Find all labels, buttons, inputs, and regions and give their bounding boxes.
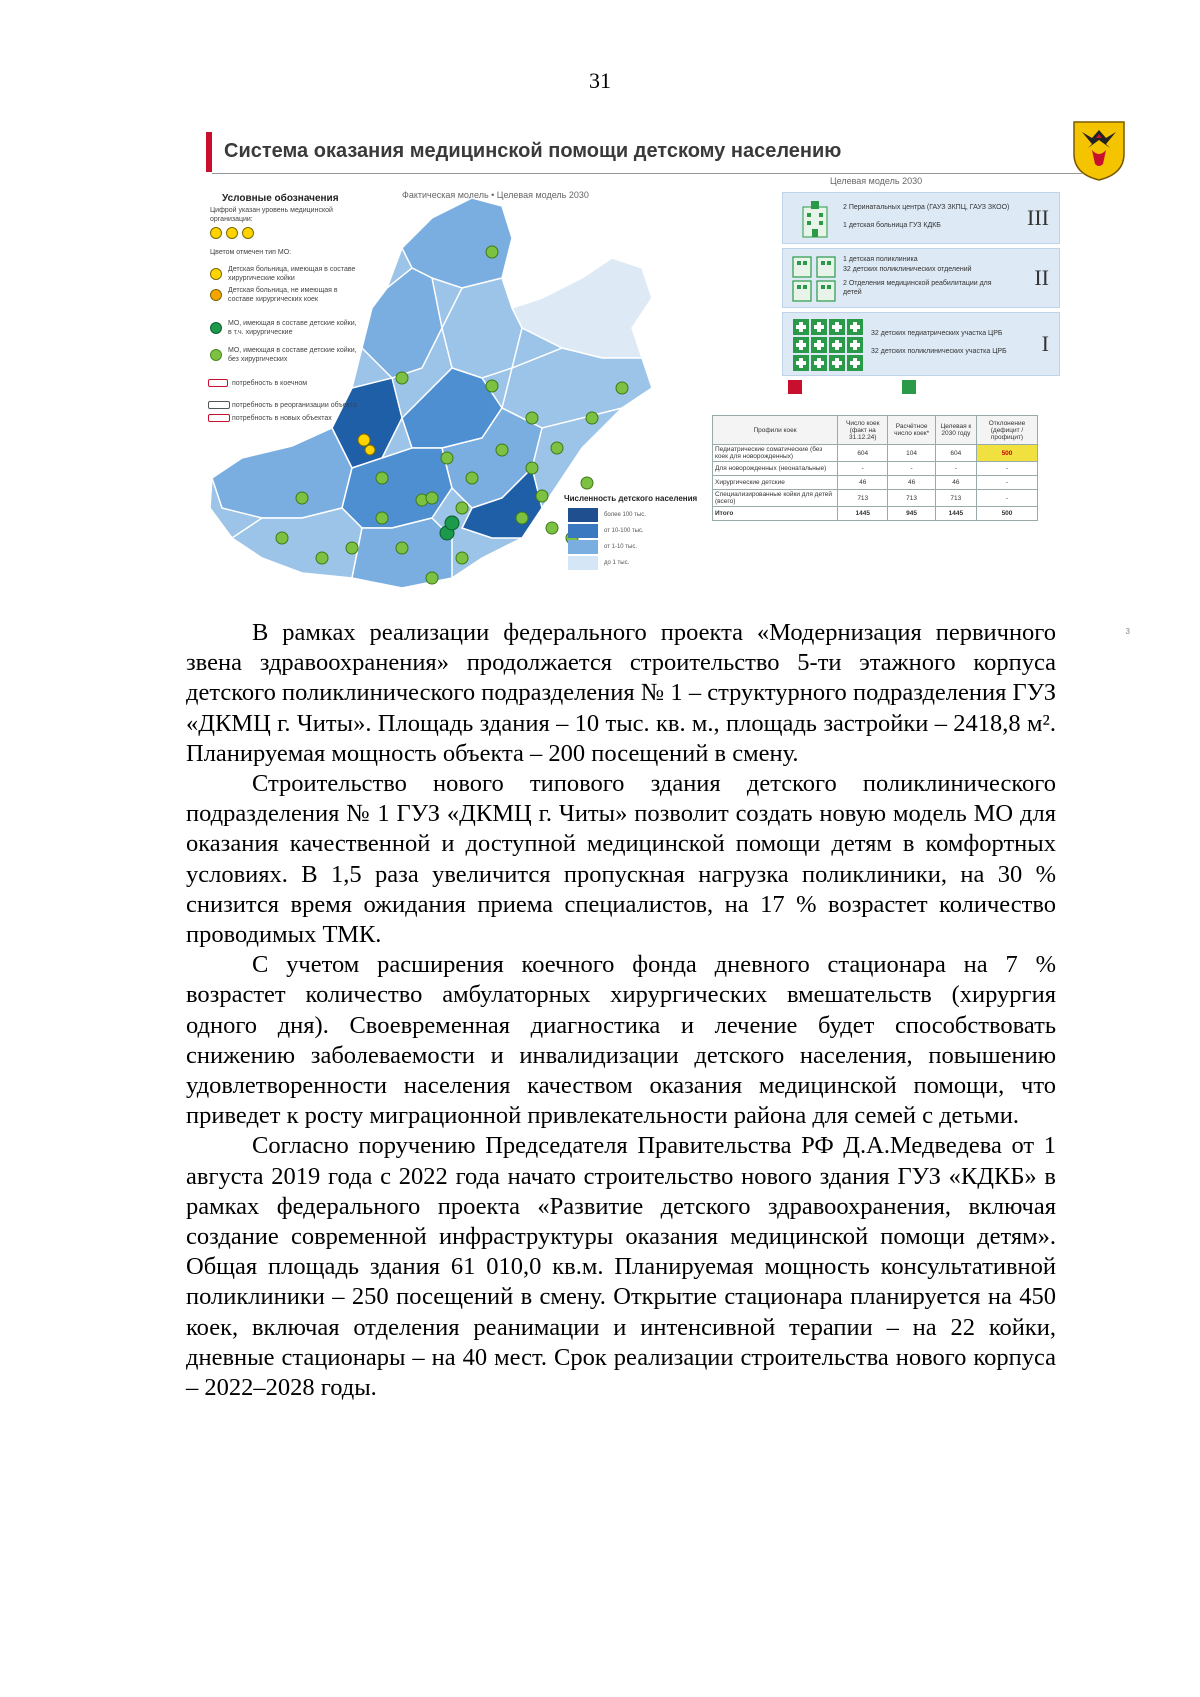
table-cell: 1445 [935, 507, 976, 521]
table-cell: 945 [888, 507, 935, 521]
population-label: от 1-10 тыс. [604, 544, 638, 550]
level-iii-line: 2 Перинатальных центра (ГАУЗ ЗКПЦ, ГАУЗ ЗКОО) [843, 204, 1010, 211]
body-text [186, 618, 1056, 1403]
legend-box-label: потребность в коечном [232, 380, 308, 387]
legend-color-caption: Цветом отмечен тип МО: [210, 249, 292, 256]
legend-dot-orange [210, 289, 222, 301]
legend-box-red-outline [208, 414, 230, 422]
table-header: Профили коек [713, 416, 838, 445]
table-cell: 713 [935, 490, 976, 507]
table-cell: 500 [976, 507, 1037, 521]
table-cell: Хирургические детские [713, 476, 838, 490]
table-header: Расчётное число коек* [888, 416, 935, 445]
table-cell: - [888, 462, 935, 476]
table-cell: 604 [838, 445, 888, 462]
model-header-left: Фактическая модель • Целевая модель 2030 [402, 190, 589, 200]
legend-box-label: потребность в новых объектах [232, 415, 332, 422]
legend-item-label: Детская больница, не имеющая в составе хирургических коек [228, 287, 338, 303]
population-label: более 100 тыс. [604, 512, 646, 518]
table-cell: Итого [713, 507, 838, 521]
slide-title-underline [212, 173, 1082, 174]
legend-box-grey [208, 401, 230, 409]
population-swatch [568, 524, 598, 538]
hospital-building-icon [795, 199, 835, 239]
level-panel-iii [782, 192, 1060, 244]
level-roman-ii: II [1034, 265, 1049, 290]
slide-title: Система оказания медицинской помощи детскому населению [224, 140, 842, 162]
table-header: Отклонение (дефицит / профицит) [976, 416, 1037, 445]
legend-square-green [902, 380, 916, 394]
legend-title: Условные обозначения [222, 193, 339, 204]
level-panel-i [782, 312, 1060, 376]
zabaikalsky-emblem-icon [1070, 118, 1128, 182]
table-cell: 500 [976, 445, 1037, 462]
population-label: от 10-100 тыс. [604, 528, 644, 534]
paragraph: Согласно поручению Председателя Правительства РФ Д.А.Медведева от 1 августа 2019 года с 2022 года начато строительство нового здания ГУЗ «КДКБ» в рамках федерального проекта «Развитие детского здравоохранения, включая создание современной инфраструктуры оказания медицинской помощи детям». Общая площадь здания 61 010,0 кв.м. Планируемая мощность консультативной поликлиники – 250 посещений в смену. Открытие стационара планируется на 450 коек, включая отделения реанимации и интенсивной терапии – на 22 койки, дневные стационары – на 40 мест. Срок реализации строительства нового корпуса – 2022–2028 годы. [186, 1132, 1056, 1402]
model-header-right: Целевая модель 2030 [830, 176, 923, 186]
table-cell: 713 [888, 490, 935, 507]
level-ii-line: 2 Отделения медицинской реабилитации для детей [843, 280, 992, 296]
table-cell: - [838, 462, 888, 476]
table-cell: 46 [838, 476, 888, 490]
legend-level-dot-3 [242, 227, 254, 239]
table-row [713, 462, 1038, 476]
table-cell: 46 [935, 476, 976, 490]
level-iii-line: 1 детская больница ГУЗ КДКБ [843, 222, 941, 229]
population-label: до 1 тыс. [604, 560, 630, 566]
level-ii-line: 1 детская поликлиника [843, 256, 918, 263]
paragraph: В рамках реализации федерального проекта «Модернизация первичного звена здравоохранения» продолжается строительство 5-ти этажного корпуса детского поликлинического подразделения № 1 – структурного подразделения ГУЗ «ДКМЦ г. Читы». Площадь здания – 10 тыс. кв. м., площадь застройки – 2418,8 м². Планируемая мощность объекта – 200 посещений в смену. [186, 619, 1056, 767]
legend-level-caption: Цифрой указан уровень медицинской организации: [210, 207, 333, 223]
population-swatch [568, 556, 598, 570]
level-i-line: 32 детских поликлинических участка ЦРБ [871, 348, 1007, 355]
table-cell: 604 [935, 445, 976, 462]
table-cell: Для новорожденных (неонатальные) [713, 462, 838, 476]
level-i-line: 32 детских педиатрических участка ЦРБ [871, 330, 1003, 337]
legend-level-dot-1 [210, 227, 222, 239]
level-roman-iii: III [1027, 205, 1049, 230]
table-row [713, 490, 1038, 507]
table-cell: 713 [838, 490, 888, 507]
table-cell: - [976, 490, 1037, 507]
slide-title-bar [206, 132, 1052, 172]
population-legend-title: Численность детского населения [564, 494, 698, 503]
level-panel-ii [782, 248, 1060, 308]
legend-dot-dark-green [210, 322, 222, 334]
slide-number: 3 [1125, 627, 1130, 636]
table-cell: Педиатрические соматические (без коек для новорожденных) [713, 445, 838, 462]
legend-level-dot-2 [226, 227, 238, 239]
legend-box-red [208, 379, 228, 387]
table-row [713, 445, 1038, 462]
legend-item-label: Детская больница, имеющая в составе хирургические койки [228, 266, 356, 282]
legend-box-label: потребность в реорганизации объекта [232, 402, 357, 409]
medical-cross-grid-icon [793, 319, 863, 371]
clinic-buildings-icon [791, 253, 839, 305]
table-cell: 104 [888, 445, 935, 462]
paragraph: Строительство нового типового здания детского поликлинического подразделения № 1 ГУЗ «ДКМЦ г. Читы» позволит создать новую модель МО для оказания качественной и доступной медицинской помощи детям в комфортных условиях. В 1,5 раза увеличится пропускная нагрузка поликлиники, на 30 % снизится время ожидания приема специалистов, на 17 % возрастет количество проводимых ТМК. [186, 770, 1056, 949]
legend-item-label: МО, имеющая в составе детские койки, без хирургических [228, 347, 357, 363]
population-swatch [568, 508, 598, 522]
table-row-total [713, 507, 1038, 521]
table-cell: - [976, 476, 1037, 490]
table-header-row [713, 416, 1038, 445]
table-cell: - [935, 462, 976, 476]
legend-dot-light-green [210, 349, 222, 361]
table-row [713, 476, 1038, 490]
legend-dot-yellow [210, 268, 222, 280]
table-header: Число коек (факт на 31.12.24) [838, 416, 888, 445]
beds-table [712, 415, 1038, 521]
legend-square-red [788, 380, 802, 394]
level-ii-line: 32 детских поликлинических отделений [843, 266, 972, 273]
table-cell: Специализированные койки для детей (всего) [713, 490, 838, 507]
table-header: Целевая к 2030 году [935, 416, 976, 445]
legend-item-label: МО, имеющая в составе детские койки, в т.ч. хирургические [228, 320, 357, 336]
level-roman-i: I [1041, 331, 1049, 356]
paragraph: С учетом расширения коечного фонда дневного стационара на 7 % возрастет количество амбулаторных хирургических вмешательств (хирургия одного дня). Своевременная диагностика и лечение будет способствовать снижению заболеваемости и инвалидизации детского населения, повышению удовлетворенности населения качеством оказания медицинской помощи, что приведет к росту миграционной привлекательности района для семей с детьми. [186, 951, 1056, 1130]
slide-figure [202, 118, 1134, 638]
population-swatch [568, 540, 598, 554]
table-cell: - [976, 462, 1037, 476]
page-number: 31 [589, 68, 611, 93]
table-cell: 1445 [838, 507, 888, 521]
table-cell: 46 [888, 476, 935, 490]
